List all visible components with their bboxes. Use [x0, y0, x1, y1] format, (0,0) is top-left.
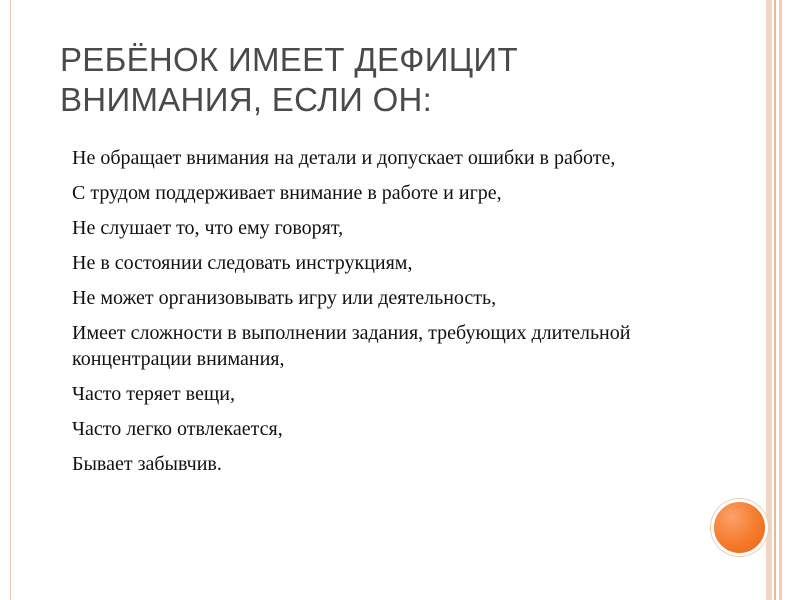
list-item-text: Не в состоянии следовать инструкциям, [72, 252, 413, 274]
list-item-text: Не слушает то, что ему говорят, [72, 217, 344, 239]
list-item [45, 320, 685, 372]
bullet-list [45, 145, 685, 486]
list-item [45, 145, 685, 171]
list-item [45, 416, 685, 442]
decorative-stripe [774, 0, 776, 600]
list-item-text: С трудом поддерживает внимание в работе и игре, [72, 182, 502, 204]
list-item-text: Не обращает внимания на детали и допускает ошибки в работе, [72, 147, 616, 169]
list-item-text: Имеет сложности в выполнении задания, требующих длительной концентрации внимания, [72, 322, 631, 370]
list-item [45, 451, 685, 477]
orange-circle-decoration [711, 499, 768, 556]
list-item [45, 215, 685, 241]
list-item-text: Часто теряет вещи, [72, 383, 235, 405]
list-item [45, 285, 685, 311]
decorative-stripe [766, 0, 772, 600]
decorative-stripe [779, 0, 782, 600]
slide-title [60, 40, 720, 120]
slide-title-line: ВНИМАНИЯ, ЕСЛИ ОН: [60, 81, 433, 118]
list-item-text: Не может организовывать игру или деятельность, [72, 287, 497, 309]
slide-title-line: РЕБЁНОК ИМЕЕТ ДЕФИЦИТ [60, 41, 518, 78]
list-item [45, 381, 685, 407]
list-item [45, 250, 685, 276]
list-item-text: Бывает забывчив. [72, 453, 222, 475]
list-item-text: Часто легко отвлекается, [72, 418, 283, 440]
list-item [45, 180, 685, 206]
